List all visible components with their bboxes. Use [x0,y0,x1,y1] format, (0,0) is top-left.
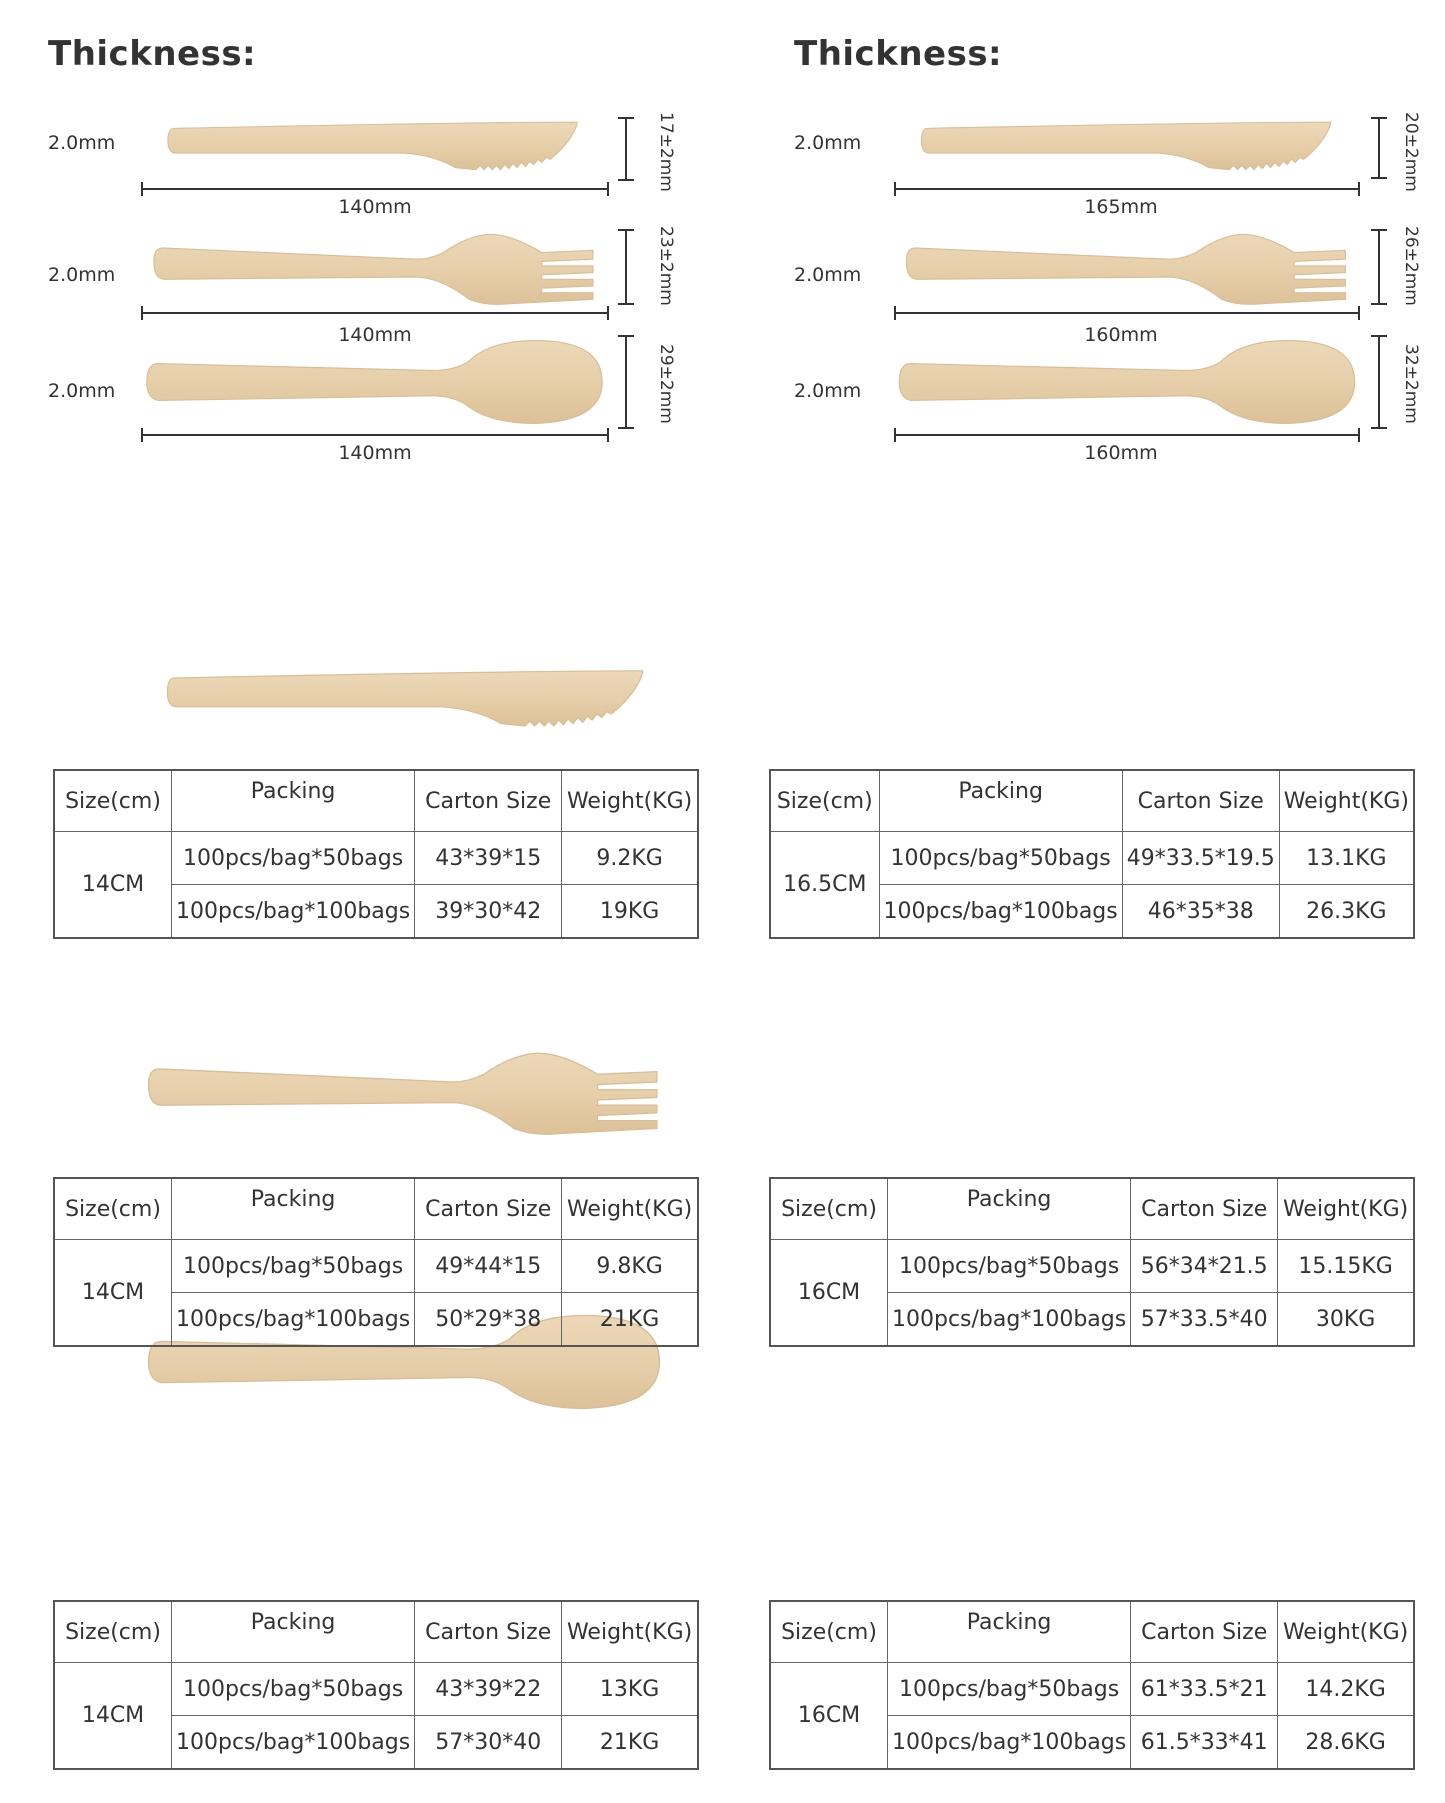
carton-cell: 49*33.5*19.5 [1122,832,1279,885]
right-knife-length-line [893,182,1363,196]
weight-cell: 30KG [1278,1293,1414,1347]
right-spoon-length-line [893,428,1363,442]
fork-image [896,228,1358,306]
right-knife-width: 20±2mm [1401,112,1421,192]
header-weight: Weight(KG) [562,1178,698,1240]
size-cell: 16.5CM [770,832,879,939]
right-fork-thickness: 2.0mm [794,264,862,286]
right-spoon-width-line [1371,334,1387,430]
left-fork-width: 23±2mm [656,226,676,306]
carton-cell: 43*39*22 [415,1663,562,1716]
weight-cell: 13KG [562,1663,698,1716]
packing-cell: 100pcs/bag*100bags [888,1716,1131,1770]
header-size: Size(cm) [770,1601,888,1663]
size-cell: 16CM [770,1663,888,1770]
carton-cell: 57*33.5*40 [1131,1293,1278,1347]
carton-cell: 61.5*33*41 [1131,1716,1278,1770]
header-carton: Carton Size [1131,1178,1278,1240]
spec-table-spoon-16 [769,1600,1415,1770]
header-packing: Packing [879,770,1122,832]
right-spoon-thickness: 2.0mm [794,380,862,402]
knife-image [893,118,1359,180]
header-size: Size(cm) [54,1601,172,1663]
right-spoon-length: 160mm [1084,442,1158,464]
weight-cell: 15.15KG [1278,1240,1414,1293]
weight-cell: 9.2KG [562,832,698,885]
packing-cell: 100pcs/bag*50bags [172,1663,415,1716]
size-cell: 16CM [770,1240,888,1347]
right-knife-thickness: 2.0mm [794,132,862,154]
spoon-image [896,336,1358,428]
packing-cell: 100pcs/bag*100bags [172,1293,415,1347]
header-weight: Weight(KG) [562,1601,698,1663]
left-spoon-length: 140mm [338,442,412,464]
knife-image [146,666,664,738]
spec-table-spoon-14 [53,1600,699,1770]
header-carton: Carton Size [1122,770,1279,832]
header-packing: Packing [172,770,415,832]
fork-image [146,1045,662,1137]
header-packing: Packing [888,1601,1131,1663]
header-size: Size(cm) [770,1178,888,1240]
right-knife-length: 165mm [1084,196,1158,218]
fork-image [142,228,607,306]
weight-cell: 21KG [562,1716,698,1770]
header-carton: Carton Size [415,1178,562,1240]
size-cell: 14CM [54,832,172,939]
carton-cell: 57*30*40 [415,1716,562,1770]
left-spoon-thickness: 2.0mm [48,380,116,402]
weight-cell: 9.8KG [562,1240,698,1293]
packing-cell: 100pcs/bag*50bags [172,1240,415,1293]
packing-cell: 100pcs/bag*50bags [888,1240,1131,1293]
left-fork-width-line [618,228,634,306]
left-spoon-width: 29±2mm [656,344,676,424]
packing-cell: 100pcs/bag*100bags [172,1716,415,1770]
left-knife-width: 17±2mm [656,112,676,192]
right-fork-length-line [893,306,1363,320]
header-weight: Weight(KG) [1279,770,1414,832]
carton-cell: 46*35*38 [1122,885,1279,939]
spec-table-knife-165 [769,769,1415,939]
left-spoon-length-line [140,428,610,442]
header-carton: Carton Size [1131,1601,1278,1663]
header-weight: Weight(KG) [1278,1178,1414,1240]
size-cell: 14CM [54,1663,172,1770]
header-packing: Packing [888,1178,1131,1240]
header-packing: Packing [172,1601,415,1663]
header-size: Size(cm) [54,770,172,832]
weight-cell: 14.2KG [1278,1663,1414,1716]
header-size: Size(cm) [54,1178,172,1240]
carton-cell: 56*34*21.5 [1131,1240,1278,1293]
right-spoon-width: 32±2mm [1401,344,1421,424]
packing-cell: 100pcs/bag*50bags [879,832,1122,885]
left-knife-thickness: 2.0mm [48,132,116,154]
header-carton: Carton Size [415,770,562,832]
packing-cell: 100pcs/bag*50bags [172,832,415,885]
spec-table-knife-14 [53,769,699,939]
packing-cell: 100pcs/bag*100bags [172,885,415,939]
weight-cell: 26.3KG [1279,885,1414,939]
carton-cell: 61*33.5*21 [1131,1663,1278,1716]
left-knife-length: 140mm [338,196,412,218]
header-carton: Carton Size [415,1601,562,1663]
carton-cell: 49*44*15 [415,1240,562,1293]
weight-cell: 13.1KG [1279,832,1414,885]
weight-cell: 28.6KG [1278,1716,1414,1770]
spec-table-fork-14 [53,1177,699,1347]
header-weight: Weight(KG) [1278,1601,1414,1663]
spec-table-fork-16 [769,1177,1415,1347]
header-size: Size(cm) [770,770,879,832]
packing-cell: 100pcs/bag*50bags [888,1663,1131,1716]
right-fork-width: 26±2mm [1401,226,1421,306]
right-fork-width-line [1371,228,1387,306]
carton-cell: 43*39*15 [415,832,562,885]
right-fork-length: 160mm [1084,324,1158,346]
weight-cell: 21KG [562,1293,698,1347]
left-fork-thickness: 2.0mm [48,264,116,286]
right-heading: Thickness: [794,34,1003,74]
left-heading: Thickness: [48,34,257,74]
left-knife-length-line [140,182,610,196]
spoon-image [142,336,607,428]
carton-cell: 39*30*42 [415,885,562,939]
knife-image [140,118,605,180]
weight-cell: 19KG [562,885,698,939]
left-spoon-width-line [618,334,634,430]
right-knife-width-line [1371,116,1387,180]
carton-cell: 50*29*38 [415,1293,562,1347]
header-packing: Packing [172,1178,415,1240]
left-fork-length-line [140,306,610,320]
header-weight: Weight(KG) [562,770,698,832]
left-knife-width-line [618,116,634,182]
left-fork-length: 140mm [338,324,412,346]
packing-cell: 100pcs/bag*100bags [888,1293,1131,1347]
size-cell: 14CM [54,1240,172,1347]
packing-cell: 100pcs/bag*100bags [879,885,1122,939]
